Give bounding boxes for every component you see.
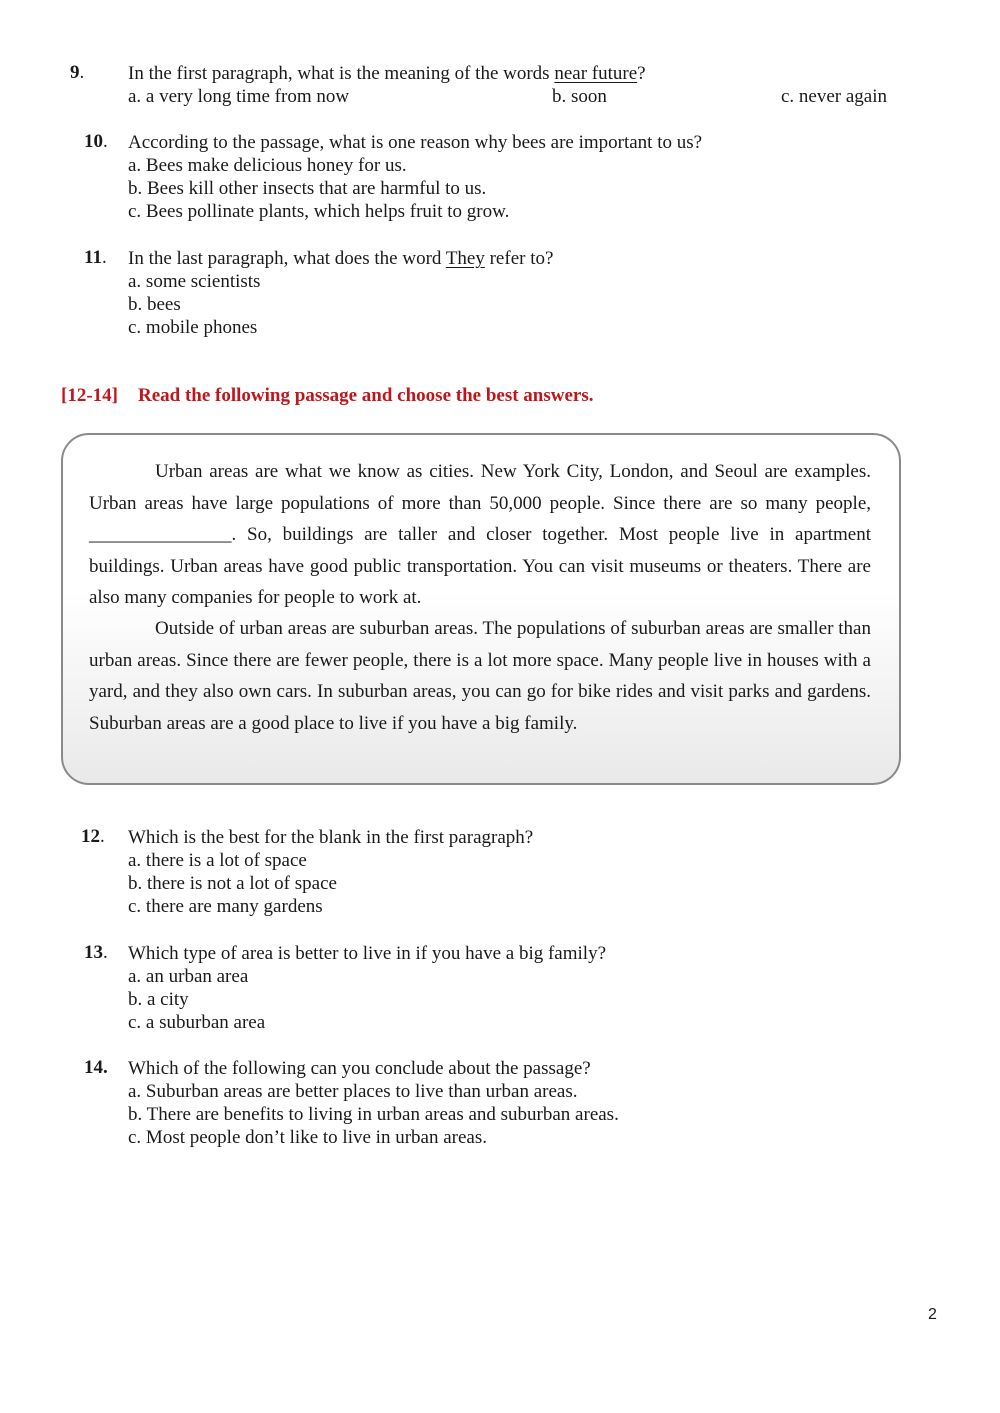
option-a: a. Suburban areas are better places to live than urban areas.: [128, 1081, 578, 1102]
page-number: 2: [928, 1306, 937, 1323]
question-number: 13.: [84, 942, 108, 963]
instruction-text: Read the following passage and choose the best answers.: [138, 385, 594, 406]
option-c: c. mobile phones: [128, 317, 258, 338]
option-a: a. a very long time from now: [128, 86, 350, 107]
reading-passage-box: [61, 433, 901, 785]
option-a: a. there is a lot of space: [128, 850, 307, 871]
option-b: b. there is not a lot of space: [128, 873, 337, 894]
option-b: b. bees: [128, 294, 181, 315]
option-b: b. There are benefits to living in urban areas and suburban areas.: [128, 1104, 619, 1125]
option-c: c. a suburban area: [128, 1012, 266, 1033]
question-stem: Which is the best for the blank in the first paragraph?: [128, 827, 534, 848]
option-a: a. an urban area: [128, 966, 249, 987]
section-instruction: [61, 385, 594, 407]
option-b: b. Bees kill other insects that are harmful to us.: [128, 178, 487, 199]
option-c: c. never again: [781, 86, 888, 107]
question-stem: Which of the following can you conclude about the passage?: [128, 1058, 591, 1079]
question-number: 12.: [81, 826, 105, 847]
option-c: c. there are many gardens: [128, 896, 323, 917]
option-b: b. a city: [128, 989, 189, 1010]
question-stem: Which type of area is better to live in if you have a big family?: [128, 943, 606, 964]
question-number: 11.: [84, 247, 107, 268]
question-number: 10.: [84, 131, 108, 152]
question-stem: According to the passage, what is one reason why bees are important to us?: [128, 132, 703, 153]
question-number: 9.: [70, 62, 85, 83]
option-a: a. Bees make delicious honey for us.: [128, 155, 407, 176]
underlined-word: They: [445, 248, 485, 269]
passage-paragraph-1: Urban areas are what we know as cities. New York City, London, and Seoul are examples. Urban areas have large populations of more than 50,000 people. Since there are so many people, _______________. So, buildings are taller and closer together. Most people live in apartment buildings. Urban areas have good public transportation. You can visit museums or theaters. There are also many companies for people to work at.: [89, 461, 871, 608]
option-c: c. Most people don’t like to live in urban areas.: [128, 1127, 487, 1148]
question-range: [12-14]: [61, 385, 118, 406]
question-stem: In the last paragraph, what does the word They refer to?: [128, 248, 554, 269]
option-b: b. soon: [552, 86, 607, 107]
question-number: 14.: [84, 1057, 108, 1078]
option-c: c. Bees pollinate plants, which helps fruit to grow.: [128, 201, 510, 222]
question-stem: In the first paragraph, what is the meaning of the words near future?: [128, 63, 646, 84]
passage-paragraph-2: Outside of urban areas are suburban areas. The populations of suburban areas are smaller than urban areas. Since there are fewer people, there is a lot more space. Many people live in houses with a yard, and they also own cars. In suburban areas, you can go for bike rides and visit parks and gardens. Suburban areas are a good place to live if you have a big family.: [89, 618, 871, 734]
option-a: a. some scientists: [128, 271, 261, 292]
underlined-phrase: near future: [554, 63, 638, 84]
